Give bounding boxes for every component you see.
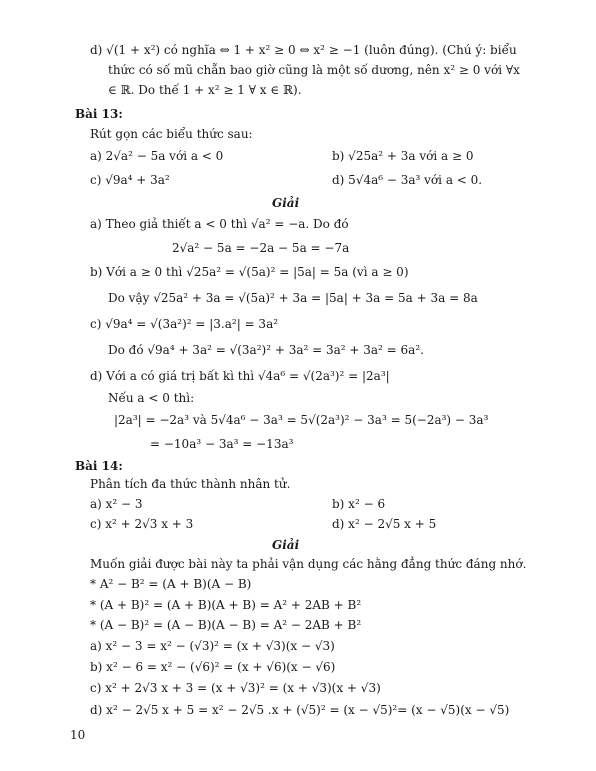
question-c: c) √9a⁴ + 3a² — [90, 173, 170, 187]
solution-line: * (A − B)² = (A − B)(A − B) = A² − 2AB + B² — [90, 618, 362, 632]
solution-line: 2√a² − 5a = −2a − 5a = −7a — [172, 241, 350, 255]
solution-line: * A² − B² = (A + B)(A − B) — [90, 577, 252, 591]
question-b: b) √25a² + 3a với a ≥ 0 — [332, 149, 474, 163]
solution-line: Muốn giải được bài này ta phải vận dụng các hằng đẳng thức đáng nhớ. — [90, 557, 527, 571]
solution-line: = −10a³ − 3a³ = −13a³ — [150, 437, 294, 451]
solution-line: a) Theo giả thiết a < 0 thì √a² = −a. Do đó — [90, 217, 349, 231]
question-d: d) x² − 2√5 x + 5 — [332, 517, 437, 531]
exercise-intro: Phân tích đa thức thành nhân tử. — [90, 477, 291, 491]
solution-line: b) Với a ≥ 0 thì √25a² = √(5a)² = |5a| = 5a (vì a ≥ 0) — [90, 265, 409, 279]
solution-heading: Giải — [272, 538, 300, 552]
solution-line: d) Với a có giá trị bất kì thì √4a⁶ = √(2a³)² = |2a³| — [90, 369, 390, 383]
solution-line: Do đó √9a⁴ + 3a² = √(3a²)² + 3a² = 3a² + 3a² = 6a². — [108, 343, 424, 357]
solution-line: Do vậy √25a² + 3a = √(5a)² + 3a = |5a| + 3a = 5a + 3a = 8a — [108, 291, 478, 305]
solution-line: Nếu a < 0 thì: — [108, 391, 195, 405]
exercise-title: Bài 13: — [75, 107, 123, 121]
question-c: c) x² + 2√3 x + 3 — [90, 517, 194, 531]
exercise-intro: Rút gọn các biểu thức sau: — [90, 127, 253, 141]
solution-heading: Giải — [272, 196, 300, 210]
question-d: d) 5√4a⁶ − 3a³ với a < 0. — [332, 173, 483, 187]
solution-line: c) x² + 2√3 x + 3 = (x + √3)² = (x + √3)(x + √3) — [90, 681, 381, 695]
solution-line: * (A + B)² = (A + B)(A + B) = A² + 2AB + B² — [90, 598, 362, 612]
solution-line: a) x² − 3 = x² − (√3)² = (x + √3)(x − √3) — [90, 639, 335, 653]
solution-line: |2a³| = −2a³ và 5√4a⁶ − 3a³ = 5√(2a³)² − 3a³ = 5(−2a³) − 3a³ — [114, 413, 489, 427]
question-a: a) x² − 3 — [90, 497, 143, 511]
exercise-title: Bài 14: — [75, 459, 123, 473]
solution-line: b) x² − 6 = x² − (√6)² = (x + √6)(x − √6) — [90, 660, 336, 674]
text-line: thức có số mũ chẵn bao giờ cũng là một số dương, nên x² ≥ 0 với ∀x — [108, 63, 520, 77]
text-line: d) √(1 + x²) có nghĩa ⇔ 1 + x² ≥ 0 ⇔ x² ≥ −1 (luôn đúng). (Chú ý: biểu — [90, 43, 517, 57]
question-a: a) 2√a² − 5a với a < 0 — [90, 149, 224, 163]
question-b: b) x² − 6 — [332, 497, 386, 511]
page-number: 10 — [70, 728, 86, 742]
solution-line: d) x² − 2√5 x + 5 = x² − 2√5 .x + (√5)² = (x − √5)²= (x − √5)(x − √5) — [90, 703, 510, 717]
text-line: ∈ ℝ. Do thế 1 + x² ≥ 1 ∀ x ∈ ℝ). — [108, 83, 302, 97]
solution-line: c) √9a⁴ = √(3a²)² = |3.a²| = 3a² — [90, 317, 279, 331]
